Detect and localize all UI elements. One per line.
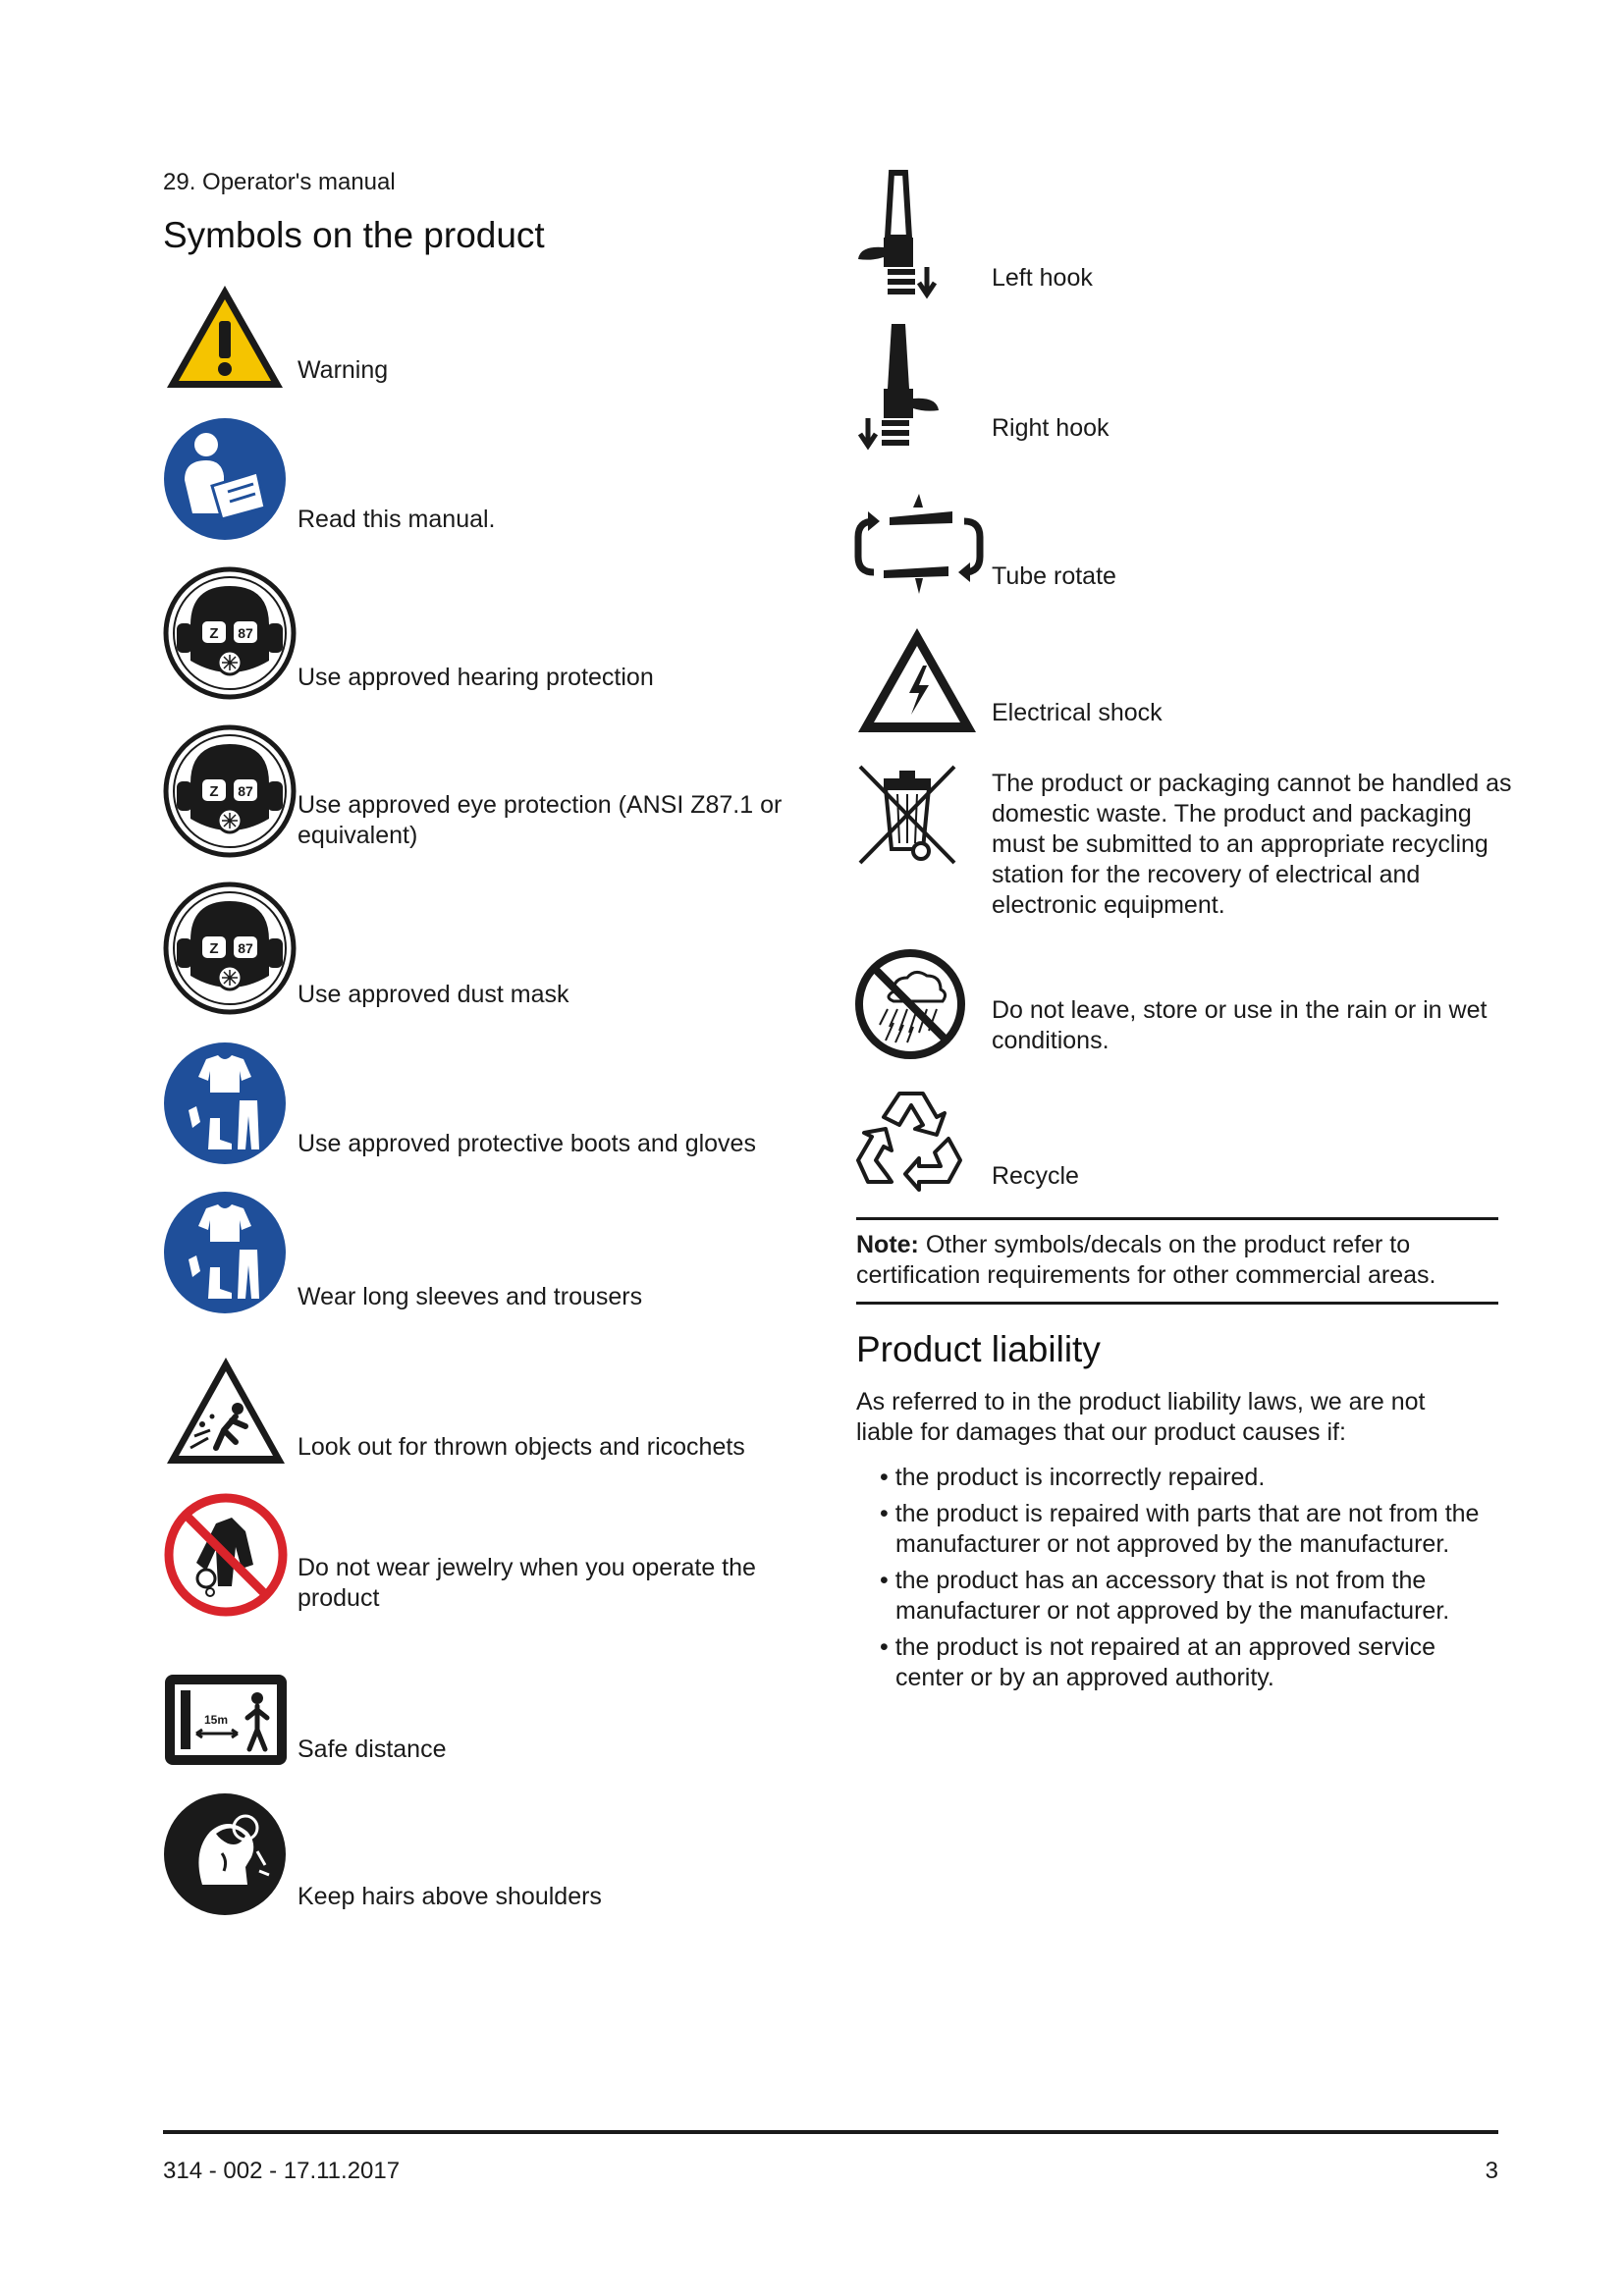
symbol-label-warning: Warning	[298, 356, 389, 384]
svg-text:Z: Z	[209, 625, 219, 642]
note-bottom-rule	[856, 1302, 1498, 1305]
safe-distance-icon	[163, 1673, 289, 1767]
symbol-label-thrown-objects: Look out for thrown objects and ricochets	[298, 1433, 745, 1461]
symbol-label-hair-above-shoulders: Keep hairs above shoulders	[298, 1883, 602, 1910]
symbol-label-read-manual: Read this manual.	[298, 506, 496, 533]
footer-doc-ref: 314 - 002 - 17.11.2017	[163, 2158, 401, 2184]
note-text: Other symbols/decals on the product refer to certification requirements for other commercial areas.	[856, 1231, 1436, 1289]
long-sleeves-icon	[163, 1191, 287, 1314]
hearing-protection-icon	[163, 566, 297, 700]
right-hook-icon	[854, 320, 943, 454]
note	[856, 1230, 1498, 1291]
svg-text:87: 87	[238, 783, 253, 799]
symbol-label-weee: The product or packaging cannot be handled as domestic waste. The product and packaging must be submitted to an appropriate recycling station for the recovery of electrical and electronic equipment.	[992, 770, 1512, 919]
liability-title: Product liability	[856, 1329, 1101, 1369]
liability-item: • the product is not repaired at an approved service center or by an approved authority.	[856, 1632, 1498, 1693]
no-rain-icon	[854, 948, 966, 1060]
symbol-label-no-rain: Do not leave, store or use in the rain or in wet conditions.	[992, 996, 1488, 1054]
liability-intro: As referred to in the product liability laws, we are not liable for damages that our product causes if:	[856, 1388, 1426, 1446]
left-hook-icon	[854, 169, 943, 302]
svg-text:Z: Z	[209, 940, 219, 957]
svg-text:87: 87	[238, 940, 253, 956]
symbol-label-eye-protection: Use approved eye protection (ANSI Z87.1 or equivalent)	[298, 791, 783, 849]
electrical-shock-icon	[854, 624, 980, 736]
liability-item: • the product is incorrectly repaired.	[856, 1463, 1498, 1493]
symbol-label-boots-gloves: Use approved protective boots and gloves	[298, 1130, 756, 1157]
symbol-label-left-hook: Left hook	[992, 264, 1093, 292]
warning-triangle-icon	[163, 282, 287, 392]
note-prefix: Note:	[856, 1231, 919, 1258]
svg-text:Z: Z	[209, 783, 219, 800]
symbol-label-right-hook: Right hook	[992, 414, 1110, 442]
symbol-label-electrical-shock: Electrical shock	[992, 699, 1163, 726]
symbol-label-dust-mask: Use approved dust mask	[298, 981, 569, 1008]
symbol-label-safe-distance: Safe distance	[298, 1735, 447, 1763]
no-jewelry-icon	[163, 1492, 289, 1618]
tube-rotate-icon	[854, 488, 984, 600]
weee-bin-icon	[854, 761, 960, 869]
symbol-label-tube-rotate: Tube rotate	[992, 562, 1116, 590]
symbol-label-hearing-protection: Use approved hearing protection	[298, 664, 654, 691]
recycle-icon	[854, 1084, 968, 1194]
symbol-label-long-sleeves: Wear long sleeves and trousers	[298, 1283, 643, 1310]
safe-distance-icon-text: 15m	[203, 1713, 229, 1727]
liability-item: • the product is repaired with parts that are not from the manufacturer or not approved by the manufacturer.	[856, 1499, 1498, 1560]
dust-mask-icon	[163, 881, 297, 1015]
svg-text:87: 87	[238, 625, 253, 641]
boots-gloves-icon	[163, 1041, 287, 1165]
hair-above-shoulders-icon	[163, 1792, 287, 1916]
liability-item: • the product has an accessory that is not from the manufacturer or not approved by the manufacturer.	[856, 1566, 1498, 1627]
note-top-rule	[856, 1217, 1498, 1220]
symbol-label-recycle: Recycle	[992, 1162, 1079, 1190]
page-title: Symbols on the product	[163, 215, 545, 255]
symbol-label-no-jewelry: Do not wear jewelry when you operate the product	[298, 1554, 756, 1612]
eye-protection-icon	[163, 724, 297, 858]
section-reference: 29. Operator's manual	[163, 169, 396, 195]
footer-rule	[163, 2130, 1498, 2134]
page-number: 3	[1485, 2158, 1498, 2184]
read-manual-icon	[163, 417, 287, 541]
thrown-objects-icon	[163, 1354, 289, 1468]
liability-list	[856, 1463, 1498, 1699]
